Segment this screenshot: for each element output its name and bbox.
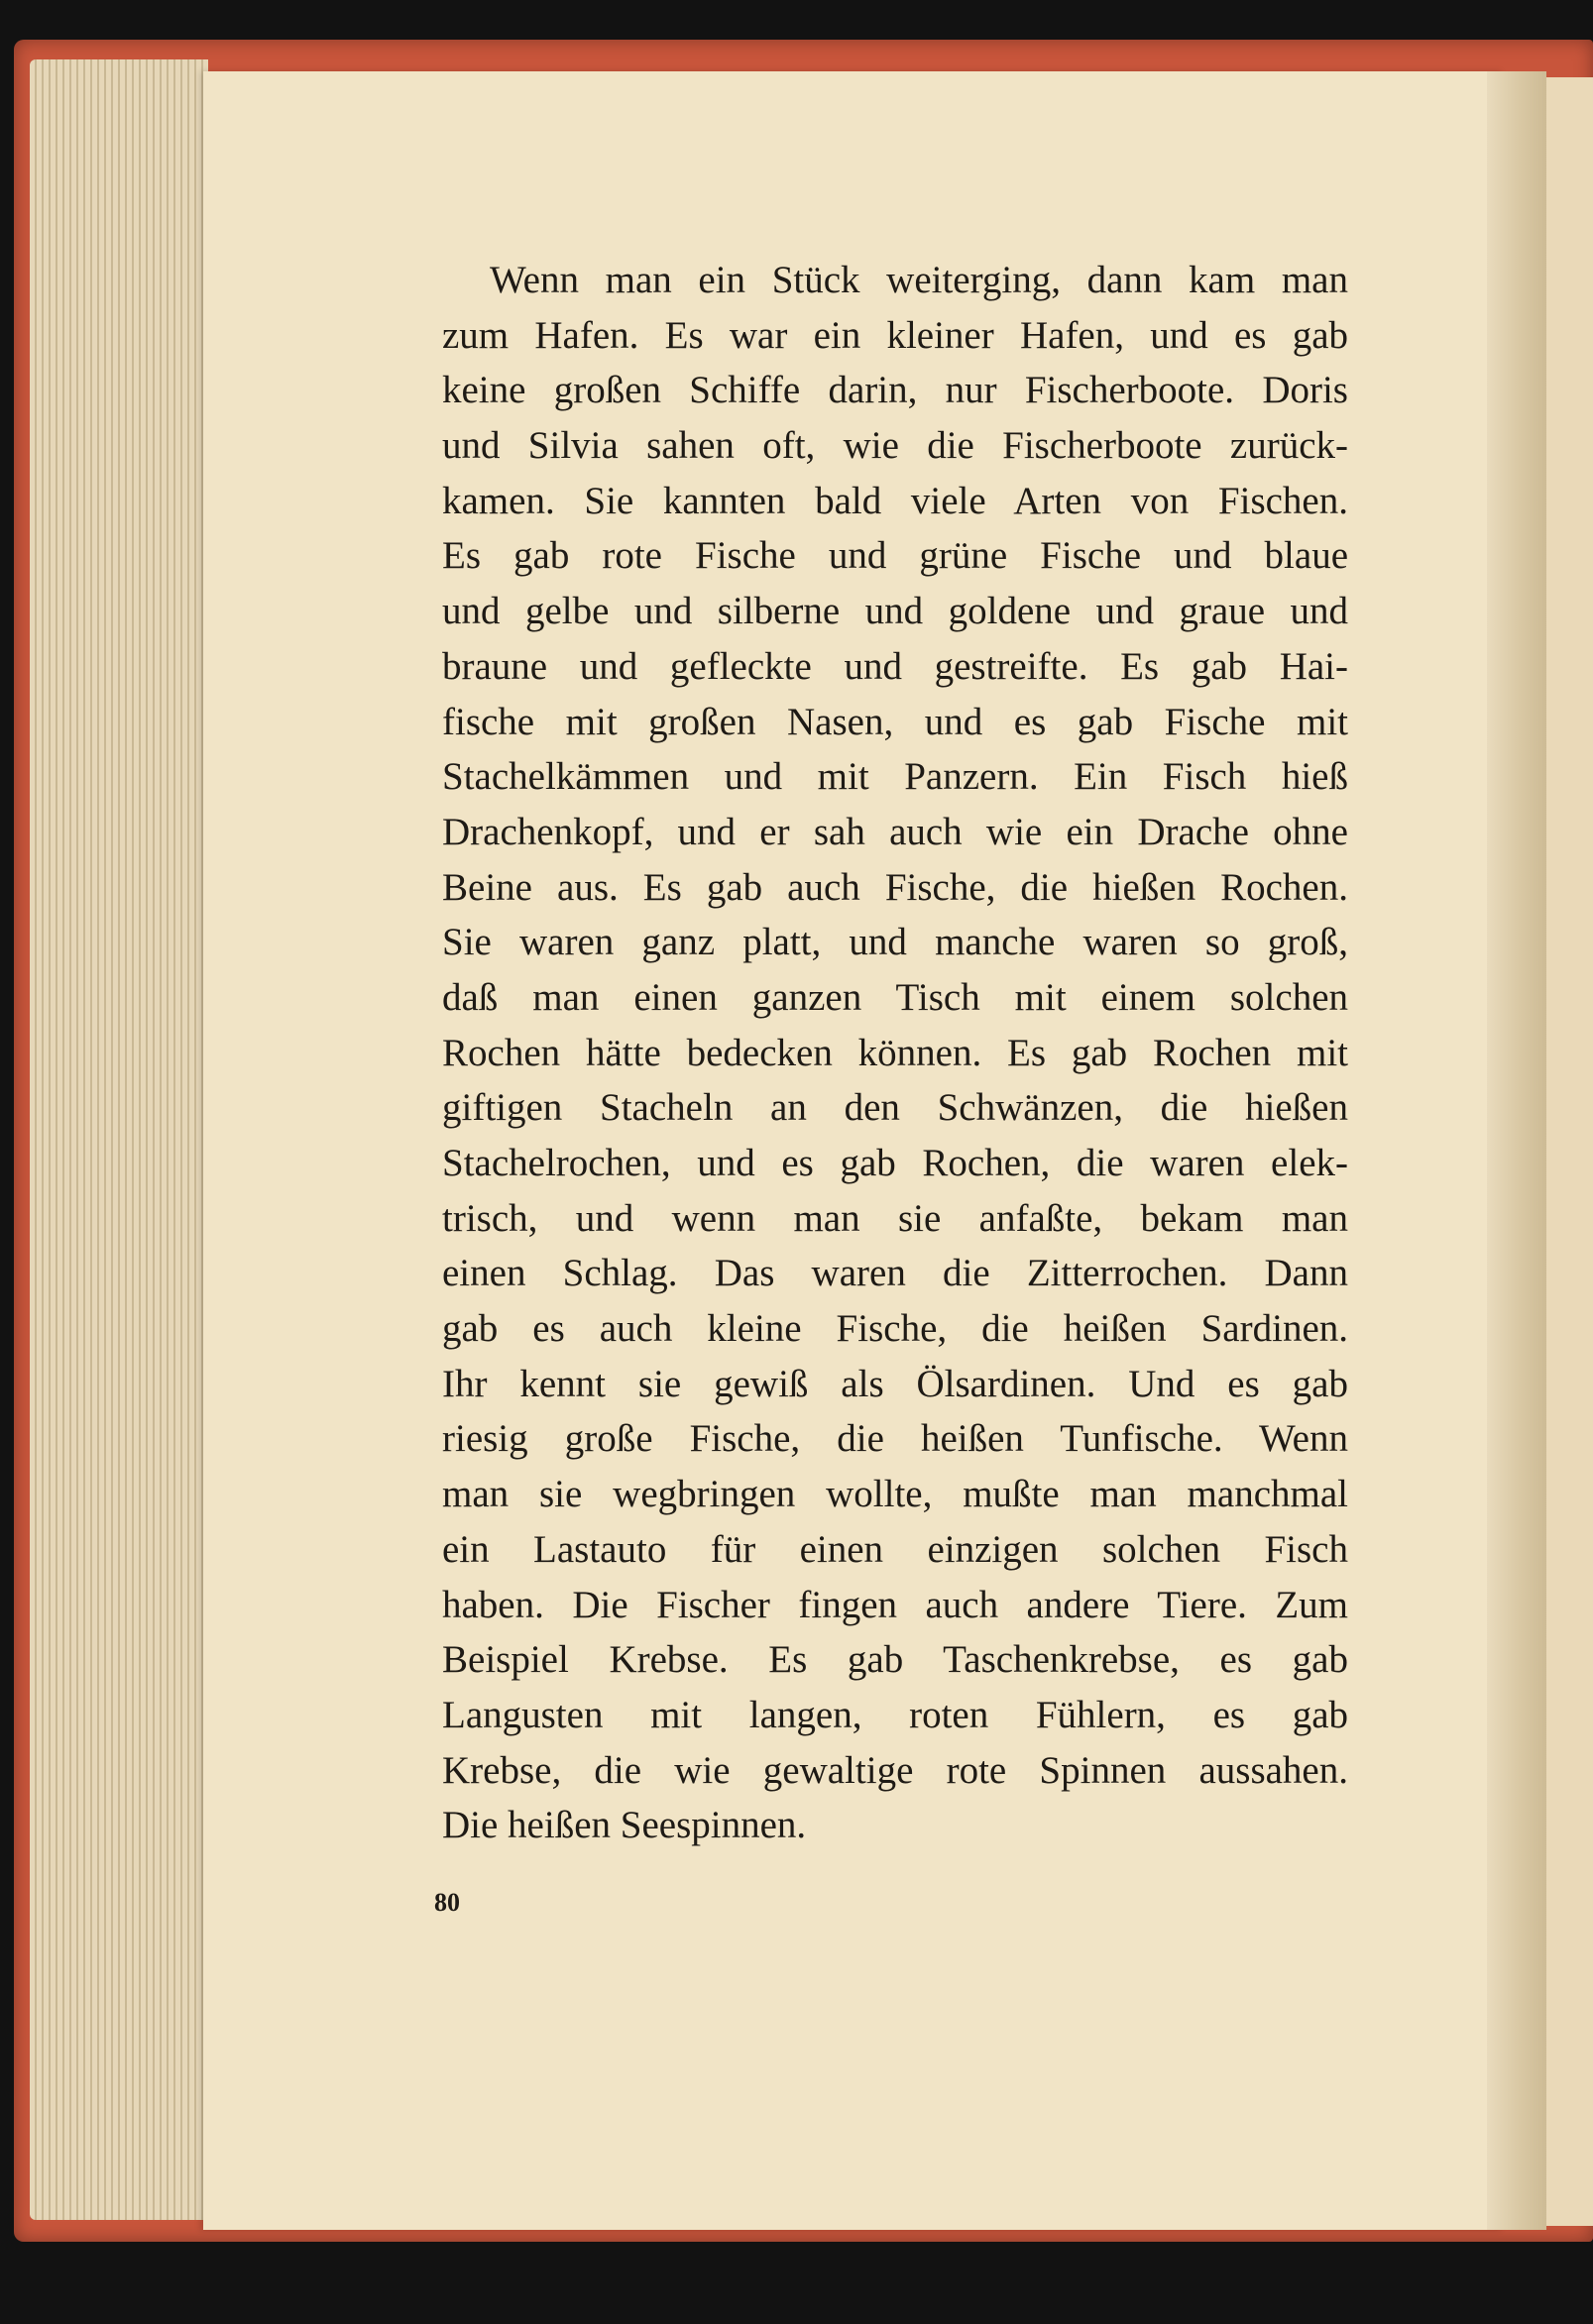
stacked-page-edges	[30, 59, 208, 2220]
text-line: riesig große Fische, die heißen Tunfische. Wenn	[442, 1417, 1348, 1461]
text-line: kamen. Sie kannten bald viele Arten von Fischen.	[442, 479, 1348, 522]
text-line: Beine aus. Es gab auch Fische, die hießen Rochen.	[442, 865, 1348, 909]
text-line: daß man einen ganzen Tisch mit einem solchen	[442, 975, 1348, 1019]
text-line: keine großen Schiffe darin, nur Fischerboote. Doris	[442, 369, 1348, 412]
text-line: braune und gefleckte und gestreifte. Es gab Hai-	[442, 644, 1348, 688]
text-line: giftigen Stacheln an den Schwänzen, die hießen	[442, 1086, 1348, 1130]
facing-page-edge	[1546, 77, 1593, 2226]
text-line: Stachelkämmen und mit Panzern. Ein Fisch hieß	[442, 755, 1348, 799]
text-line: zum Hafen. Es war ein kleiner Hafen, und es gab	[442, 313, 1348, 357]
text-line: ein Lastauto für einen einzigen solchen Fisch	[442, 1527, 1348, 1571]
text-line: und gelbe und silberne und goldene und graue und	[442, 590, 1348, 633]
text-line: Stachelrochen, und es gab Rochen, die waren elek-	[442, 1142, 1348, 1184]
text-line: und Silvia sahen oft, wie die Fischerboote zurück-	[442, 424, 1348, 468]
text-line: Ihr kennt sie gewiß als Ölsardinen. Und es gab	[442, 1362, 1348, 1405]
text-line: Drachenkopf, und er sah auch wie ein Drache ohne	[442, 810, 1348, 853]
text-line: einen Schlag. Das waren die Zitterrochen. Dann	[442, 1252, 1348, 1295]
text-line: fische mit großen Nasen, und es gab Fische mit	[442, 700, 1348, 743]
text-line: Wenn man ein Stück weiterging, dann kam man	[490, 259, 1348, 301]
text-line: Beispiel Krebse. Es gab Taschenkrebse, es gab	[442, 1638, 1348, 1682]
text-line: trisch, und wenn man sie anfaßte, bekam man	[442, 1196, 1348, 1240]
text-line: Langusten mit langen, roten Fühlern, es gab	[442, 1693, 1348, 1736]
text-line: haben. Die Fischer fingen auch andere Tiere. Zum	[442, 1583, 1348, 1626]
book-gutter	[1487, 71, 1546, 2230]
text-line: Die heißen Seespinnen.	[442, 1804, 807, 1847]
page-body-text	[442, 253, 1348, 1853]
page-number: 80	[434, 1888, 460, 1917]
text-line: gab es auch kleine Fische, die heißen Sardinen.	[442, 1307, 1348, 1351]
text-line: Sie waren ganz platt, und manche waren so groß,	[442, 921, 1348, 964]
text-line: Rochen hätte bedecken können. Es gab Rochen mit	[442, 1031, 1348, 1074]
text-line: Krebse, die wie gewaltige rote Spinnen aussahen.	[442, 1748, 1348, 1792]
text-line: Es gab rote Fische und grüne Fische und blaue	[442, 534, 1348, 578]
text-line: man sie wegbringen wollte, mußte man manchmal	[442, 1473, 1348, 1516]
